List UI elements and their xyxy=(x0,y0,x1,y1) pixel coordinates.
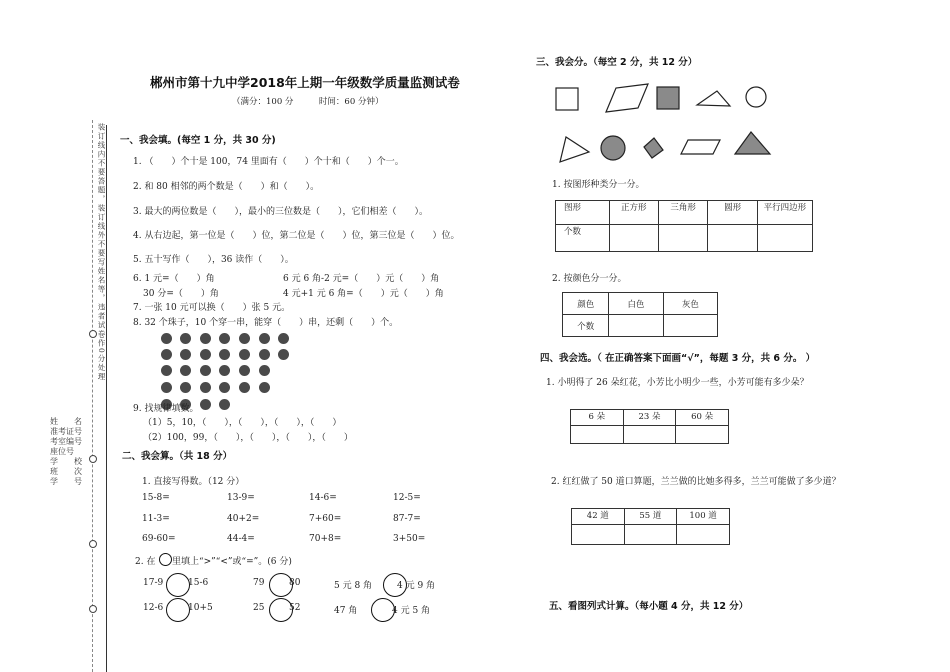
compare-answer-circle[interactable] xyxy=(166,598,190,622)
compare-right: 52 xyxy=(289,603,301,613)
square-gray-icon xyxy=(657,87,679,109)
binding-notice: 装订线内不要答题，装订线外不要写姓名等，违者试卷作0分处理 xyxy=(97,123,106,382)
question-1-1: 1. （ ）个十是 100，74 里面有（ ）个十和（ ）个一。 xyxy=(133,157,404,167)
choice-option: 42 道 xyxy=(572,509,625,525)
field-class: 班 次 xyxy=(50,467,82,476)
choice-option: 23 朵 xyxy=(623,410,676,426)
table-header-cell: 圆形 xyxy=(708,201,757,225)
choice-option: 6 朵 xyxy=(571,410,624,426)
question-3-1: 1. 按图形种类分一分。 xyxy=(552,180,645,190)
question-1-3: 3. 最大的两位数是（ ），最小的三位数是（ ），它们相差（ ）。 xyxy=(133,207,428,217)
page-subtitle: （满分：100 分 时间：60 分钟） xyxy=(232,97,384,107)
field-school: 学 校 xyxy=(50,457,82,466)
calc-item: 12-5= xyxy=(393,493,421,503)
compare-right: 15-6 xyxy=(188,578,209,588)
compare-right: 4 元 5 角 xyxy=(392,606,431,616)
triangle-gray-icon xyxy=(735,132,770,154)
question-4-2: 2. 红红做了 50 道口算题，兰兰做的比她多得多，兰兰可能做了多少道？ xyxy=(551,477,841,487)
circle-white-icon xyxy=(746,87,766,107)
shapes-figure xyxy=(548,80,788,170)
field-exam-no: 准考证号 xyxy=(50,427,82,436)
calc-item: 69-60= xyxy=(142,534,176,544)
question-1-9b: （2）100，99，（ ），（ ），（ ），（ ） xyxy=(143,433,353,443)
answer-cell[interactable] xyxy=(676,426,729,444)
question-1-6d: 4 元+1 元 6 角=（ ）元（ ）角 xyxy=(283,289,444,299)
choice-option: 55 道 xyxy=(624,509,677,525)
binding-hole xyxy=(89,455,97,463)
section-4-heading: 四、我会选。（ 在正确答案下面画“√”，每题 3 分，共 6 分。 ） xyxy=(540,353,816,364)
section-1-heading: 一、我会填。(每空 1 分，共 30 分) xyxy=(120,135,276,146)
field-name: 姓 名 xyxy=(50,417,82,426)
answer-cell[interactable] xyxy=(572,525,625,545)
binding-hole xyxy=(89,605,97,613)
table-header-cell: 三角形 xyxy=(658,201,707,225)
choice-table-1 xyxy=(570,409,729,444)
question-1-2: 2. 和 80 相邻的两个数是（ ）和（ ）。 xyxy=(133,182,320,192)
section-2-heading: 二、我会算。（共 18 分） xyxy=(122,451,233,462)
compare-left: 5 元 8 角 xyxy=(334,581,373,591)
question-1-6c: 30 分=（ ）角 xyxy=(143,289,219,299)
table-header-cell: 图形 xyxy=(556,201,610,225)
answer-cell[interactable] xyxy=(609,315,663,337)
compare-left: 12-6 xyxy=(143,603,164,613)
question-1-6b: 6 元 6 角-2 元=（ ）元（ ）角 xyxy=(283,274,440,284)
calc-item: 11-3= xyxy=(142,514,170,524)
binding-hole xyxy=(89,540,97,548)
binding-hole xyxy=(89,330,97,338)
choice-table-2 xyxy=(571,508,730,545)
question-1-6a: 6. 1 元=（ ）角 xyxy=(133,274,215,284)
question-4-1: 1. 小明得了 26 朵红花，小芳比小明少一些，小芳可能有多少朵？ xyxy=(546,378,809,388)
answer-cell[interactable] xyxy=(658,225,707,252)
calc-item: 15-8= xyxy=(142,493,170,503)
calc-item: 44-4= xyxy=(227,534,255,544)
calc-item: 7+60= xyxy=(309,514,342,524)
field-room-no: 考室编号 xyxy=(50,437,82,446)
question-1-5: 5. 五十写作（ ），36 读作（ ）。 xyxy=(133,255,294,265)
calc-item: 13-9= xyxy=(227,493,255,503)
answer-cell[interactable] xyxy=(663,315,717,337)
question-3-2: 2. 按颜色分一分。 xyxy=(552,274,627,284)
question-2-2-pre: 2. 在 xyxy=(135,557,156,567)
question-2-2-post: 里填上“>”“<”或“=”。(6 分) xyxy=(172,557,292,567)
triangle-white-icon xyxy=(697,91,730,106)
table-row-label: 个数 xyxy=(556,225,610,252)
question-1-9: 9. 找规律填数。 xyxy=(133,404,199,414)
compare-circle-icon xyxy=(159,553,172,566)
circle-gray-icon xyxy=(601,136,625,160)
answer-cell[interactable] xyxy=(624,525,677,545)
calc-item: 14-6= xyxy=(309,493,337,503)
square-gray-icon xyxy=(644,138,663,158)
answer-cell[interactable] xyxy=(623,426,676,444)
compare-right: 80 xyxy=(289,578,301,588)
shape-count-table xyxy=(555,200,813,252)
answer-cell[interactable] xyxy=(677,525,730,545)
question-1-8: 8. 32 个珠子，10 个穿一串，能穿（ ）串，还剩（ ）个。 xyxy=(133,318,399,328)
table-row-label: 个数 xyxy=(563,315,609,337)
question-1-9a: （1）5，10，（ ），（ ），（ ），（ ） xyxy=(143,418,342,428)
square-white-icon xyxy=(556,88,578,110)
answer-cell[interactable] xyxy=(708,225,757,252)
table-header-cell: 白色 xyxy=(609,293,663,315)
compare-left: 79 xyxy=(253,578,265,588)
question-2-1: 1. 直接写得数。（12 分） xyxy=(142,477,245,487)
compare-right: 4 元 9 角 xyxy=(397,581,436,591)
section-3-heading: 三、我会分。（每空 2 分，共 12 分） xyxy=(536,57,698,68)
calc-item: 87-7= xyxy=(393,514,421,524)
parallelogram-white-icon xyxy=(681,140,720,154)
table-header-cell: 平行四边形 xyxy=(757,201,812,225)
table-header-cell: 灰色 xyxy=(663,293,717,315)
calc-item: 70+8= xyxy=(309,534,342,544)
field-student-no: 学 号 xyxy=(50,477,82,486)
question-1-7: 7. 一张 10 元可以换（ ）张 5 元。 xyxy=(133,303,291,313)
answer-cell[interactable] xyxy=(757,225,812,252)
choice-option: 100 道 xyxy=(677,509,730,525)
binding-dashed-line xyxy=(92,120,93,672)
choice-option: 60 朵 xyxy=(676,410,729,426)
answer-cell[interactable] xyxy=(571,426,624,444)
table-header-cell: 颜色 xyxy=(563,293,609,315)
table-header-cell: 正方形 xyxy=(609,201,658,225)
compare-left: 47 角 xyxy=(334,606,358,616)
compare-left: 17-9 xyxy=(143,578,164,588)
parallelogram-white-icon xyxy=(606,84,648,112)
page-title: 郴州市第十九中学2018年上期一年级数学质量监测试卷 xyxy=(150,75,460,90)
compare-answer-circle[interactable] xyxy=(166,573,190,597)
compare-left: 25 xyxy=(253,603,265,613)
field-seat-no: 座位号 xyxy=(50,447,74,456)
calc-item: 40+2= xyxy=(227,514,260,524)
question-1-4: 4. 从右边起，第一位是（ ）位，第二位是（ ）位，第三位是（ ）位。 xyxy=(133,231,460,241)
calc-item: 3+50= xyxy=(393,534,426,544)
triangle-white-icon xyxy=(560,137,589,162)
compare-right: 10+5 xyxy=(188,603,213,613)
binding-solid-line xyxy=(106,125,107,672)
color-count-table xyxy=(562,292,718,337)
answer-cell[interactable] xyxy=(609,225,658,252)
section-5-heading: 五、看图列式计算。（每小题 4 分，共 12 分） xyxy=(549,601,749,612)
